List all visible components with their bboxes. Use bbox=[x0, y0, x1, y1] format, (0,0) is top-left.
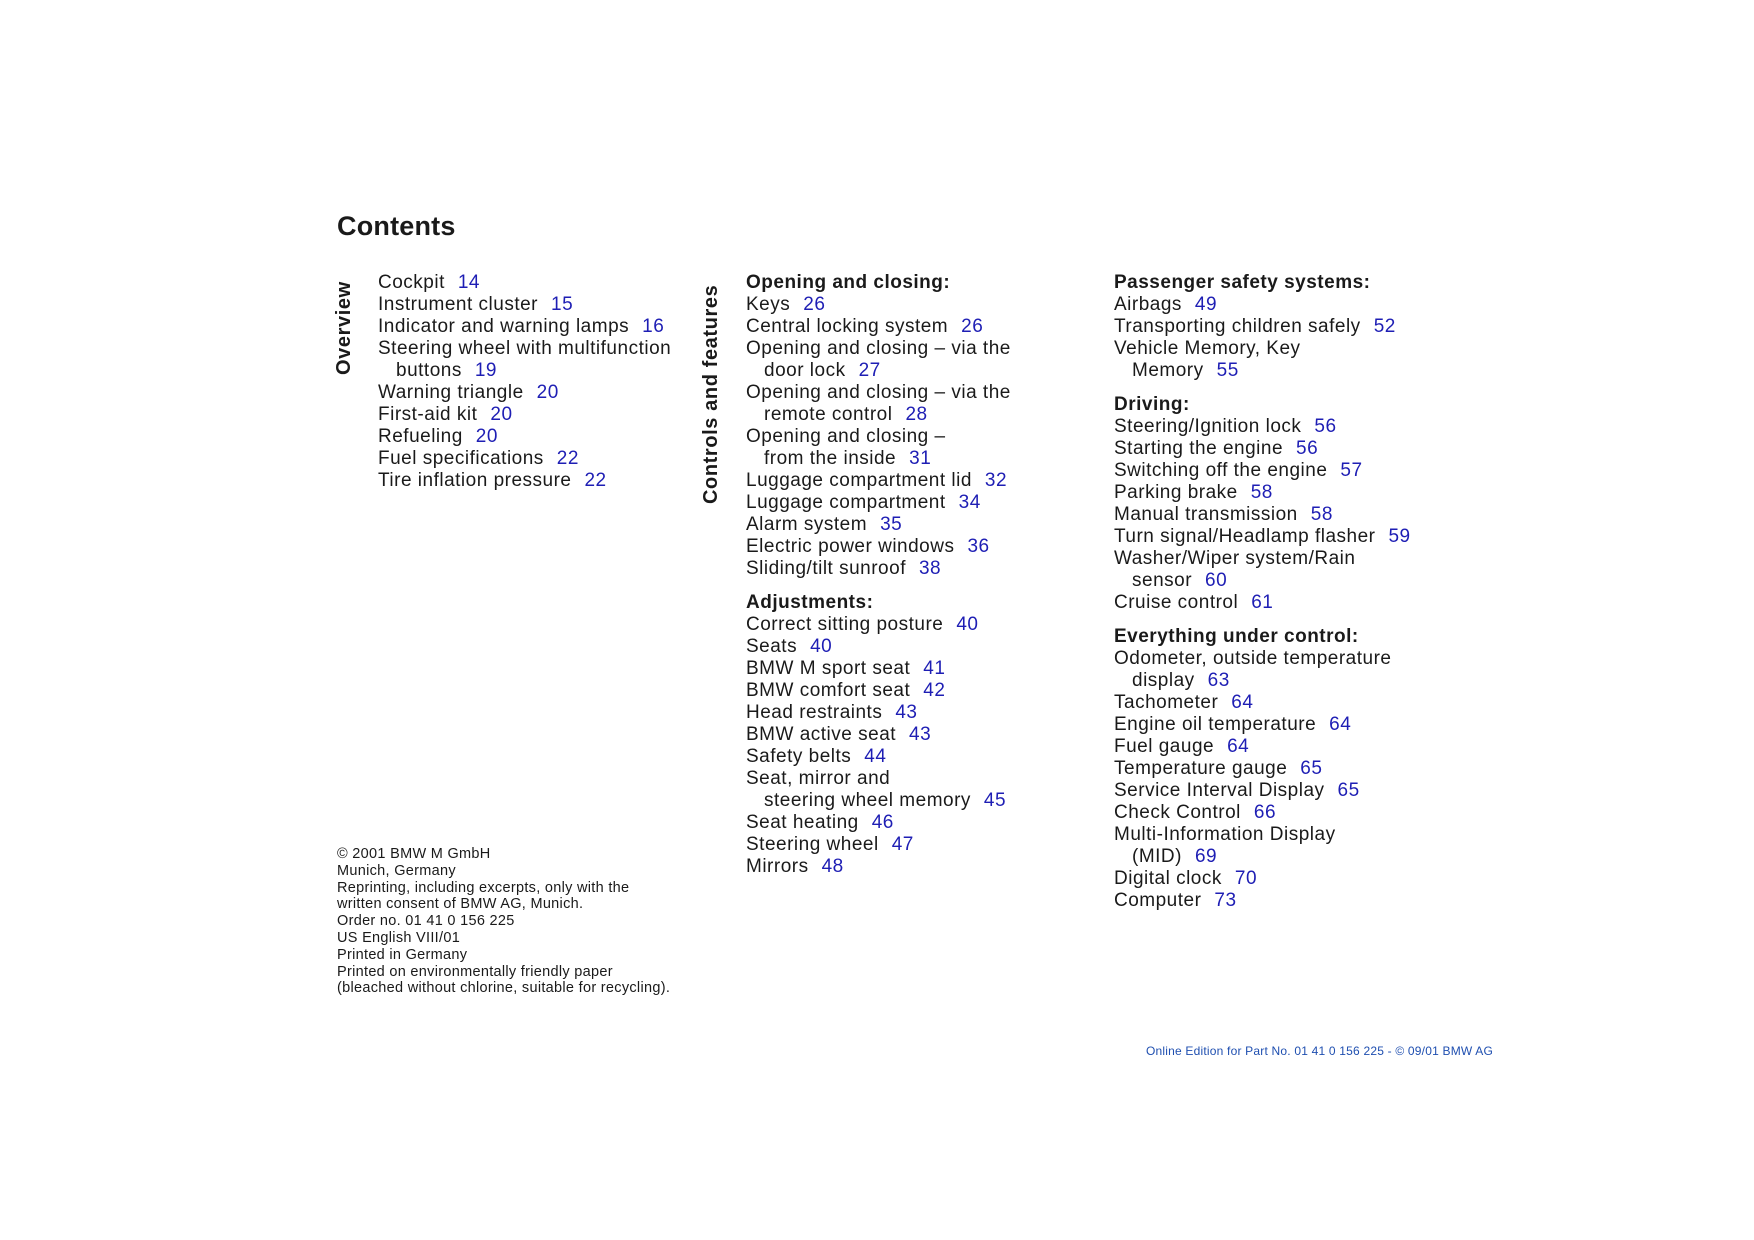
toc-page-number[interactable]: 28 bbox=[905, 404, 928, 425]
toc-entry[interactable] bbox=[1114, 736, 1444, 758]
online-edition-footer: Online Edition for Part No. 01 41 0 156 225 - © 09/01 BMW AG bbox=[1146, 1044, 1494, 1058]
toc-page-number[interactable]: 57 bbox=[1340, 460, 1363, 481]
toc-entry-label: Luggage compartment bbox=[746, 492, 946, 513]
toc-entry-label: Indicator and warning lamps bbox=[378, 316, 630, 337]
toc-page-number[interactable]: 40 bbox=[810, 636, 833, 657]
toc-entry-label: Central locking system bbox=[746, 316, 949, 337]
toc-entry[interactable] bbox=[746, 536, 1076, 558]
toc-page-number[interactable]: 20 bbox=[536, 382, 559, 403]
toc-entry-label: BMW comfort seat bbox=[746, 680, 911, 701]
toc-entry[interactable] bbox=[746, 294, 1076, 316]
toc-entry[interactable] bbox=[746, 492, 1076, 514]
toc-section-heading: Adjustments: bbox=[746, 592, 874, 613]
toc-page-number[interactable]: 27 bbox=[858, 360, 881, 381]
toc-page-number[interactable]: 22 bbox=[584, 470, 607, 491]
toc-page-number[interactable]: 26 bbox=[961, 316, 984, 337]
toc-entry-label: Manual transmission bbox=[1114, 504, 1298, 525]
toc-entry[interactable] bbox=[746, 614, 1076, 636]
toc-page-number[interactable]: 20 bbox=[475, 426, 498, 447]
toc-page-number[interactable]: 48 bbox=[821, 856, 844, 877]
toc-page-number[interactable]: 26 bbox=[803, 294, 826, 315]
toc-page-number[interactable]: 34 bbox=[958, 492, 981, 513]
toc-entry-label: Cruise control bbox=[1114, 592, 1239, 613]
toc-section bbox=[746, 592, 1076, 878]
toc-page-number[interactable]: 43 bbox=[895, 702, 918, 723]
toc-entry-continuation: door lock bbox=[764, 360, 846, 381]
toc-page-number[interactable]: 31 bbox=[909, 448, 932, 469]
toc-entry-label: Steering wheel with multifunction bbox=[378, 338, 672, 359]
toc-page-number[interactable]: 49 bbox=[1194, 294, 1218, 315]
toc-page-number[interactable]: 64 bbox=[1231, 692, 1254, 713]
toc-entry[interactable] bbox=[1114, 316, 1444, 338]
section-label-controls: Controls and features bbox=[700, 284, 722, 504]
toc-page-number[interactable]: 19 bbox=[474, 360, 497, 381]
toc-entry-label: Seat, mirror and bbox=[746, 768, 891, 789]
toc-entry[interactable] bbox=[746, 680, 1076, 702]
toc-section-heading: Everything under control: bbox=[1114, 626, 1359, 647]
toc-entry[interactable] bbox=[746, 426, 1076, 470]
toc-entry-label: Transporting children safely bbox=[1114, 316, 1361, 337]
toc-entry[interactable] bbox=[1114, 460, 1444, 482]
toc-entry[interactable] bbox=[746, 812, 1076, 834]
toc-entry-label: Fuel specifications bbox=[378, 448, 544, 469]
imprint-line: written consent of BMW AG, Munich. bbox=[337, 896, 584, 913]
toc-entry[interactable] bbox=[378, 448, 708, 470]
toc-entry[interactable] bbox=[746, 724, 1076, 746]
section-label-overview: Overview bbox=[333, 281, 355, 375]
toc-page-number[interactable]: 66 bbox=[1253, 802, 1277, 823]
toc-section-heading: Passenger safety systems: bbox=[1114, 272, 1371, 293]
toc-entry-label: Tire inflation pressure bbox=[378, 470, 572, 491]
toc-section bbox=[1114, 394, 1444, 614]
toc-entry-label: Sliding/tilt sunroof bbox=[746, 558, 906, 579]
toc-entry-label: Switching off the engine bbox=[1114, 460, 1328, 481]
toc-page-number[interactable]: 56 bbox=[1314, 416, 1337, 437]
toc-entry[interactable] bbox=[1114, 890, 1444, 912]
toc-section-heading: Driving: bbox=[1114, 394, 1190, 415]
toc-page-number[interactable]: 69 bbox=[1194, 846, 1218, 867]
toc-entry[interactable] bbox=[378, 404, 708, 426]
toc-entry-label: Mirrors bbox=[746, 856, 809, 877]
toc-page-number[interactable]: 70 bbox=[1234, 868, 1258, 889]
toc-entry-label: Safety belts bbox=[746, 746, 852, 767]
toc-entry-label: Keys bbox=[746, 294, 791, 315]
toc-entry-continuation: from the inside bbox=[764, 448, 897, 469]
toc-entry-label: Head restraints bbox=[746, 702, 883, 723]
toc-entry-label: Electric power windows bbox=[746, 536, 955, 557]
toc-entry[interactable] bbox=[1114, 758, 1444, 780]
toc-page-number[interactable]: 36 bbox=[967, 536, 990, 557]
toc-entry-label: Multi-Information Display bbox=[1114, 824, 1336, 845]
toc-entry[interactable] bbox=[746, 558, 1076, 580]
toc-page-number[interactable]: 47 bbox=[891, 834, 914, 855]
imprint bbox=[337, 846, 670, 997]
imprint-line: Printed in Germany bbox=[337, 946, 468, 963]
toc-entry-label: Tachometer bbox=[1114, 692, 1219, 713]
toc-entry[interactable] bbox=[746, 658, 1076, 680]
toc-entry-label: Steering/Ignition lock bbox=[1114, 416, 1302, 437]
page-title: Contents bbox=[337, 211, 456, 241]
imprint-line: Order no. 01 41 0 156 225 bbox=[337, 913, 515, 930]
toc-page-number[interactable]: 58 bbox=[1250, 482, 1273, 503]
imprint-line: (bleached without chlorine, suitable for recycling). bbox=[337, 980, 671, 997]
toc-page-number[interactable]: 35 bbox=[880, 514, 903, 535]
toc-entry[interactable] bbox=[1114, 294, 1444, 316]
toc-entry[interactable] bbox=[746, 768, 1076, 812]
toc-entry-continuation: sensor bbox=[1132, 570, 1193, 591]
toc-entry-label: Alarm system bbox=[746, 514, 868, 535]
toc-section bbox=[1114, 626, 1444, 912]
toc-page-number[interactable]: 38 bbox=[918, 558, 942, 579]
toc-column-controls bbox=[746, 272, 1076, 878]
toc-entry-label: Turn signal/Headlamp flasher bbox=[1114, 526, 1376, 547]
toc-entry[interactable] bbox=[1114, 338, 1444, 382]
toc-entry[interactable] bbox=[746, 702, 1076, 724]
toc-page-number[interactable]: 15 bbox=[551, 294, 574, 315]
toc-page-number[interactable]: 40 bbox=[956, 614, 979, 635]
toc-page-number[interactable]: 41 bbox=[923, 658, 946, 679]
toc-entry-label: Fuel gauge bbox=[1114, 736, 1215, 757]
toc-column-safety-driving bbox=[1114, 272, 1444, 912]
toc-entry[interactable] bbox=[378, 470, 708, 492]
toc-section bbox=[746, 272, 1076, 580]
toc-column-overview bbox=[378, 272, 708, 492]
toc-entry-continuation: Memory bbox=[1132, 360, 1204, 381]
toc-entry[interactable] bbox=[1114, 416, 1444, 438]
toc-page-number[interactable]: 42 bbox=[923, 680, 946, 701]
toc-page-number[interactable]: 65 bbox=[1300, 758, 1323, 779]
toc-page-number[interactable]: 45 bbox=[983, 790, 1007, 811]
toc-entry-label: Luggage compartment lid bbox=[746, 470, 972, 491]
toc-entry-label: BMW active seat bbox=[746, 724, 897, 745]
toc-entry-label: Opening and closing – via the bbox=[746, 338, 1011, 359]
toc-entry-label: BMW M sport seat bbox=[746, 658, 911, 679]
toc-entry-label: Cockpit bbox=[378, 272, 445, 293]
toc-entry[interactable] bbox=[378, 426, 708, 448]
toc-entry[interactable] bbox=[746, 746, 1076, 768]
toc-entry-continuation: steering wheel memory bbox=[764, 790, 971, 811]
toc-page-number[interactable]: 59 bbox=[1388, 526, 1411, 547]
toc-entry[interactable] bbox=[1114, 868, 1444, 890]
toc-entry-continuation: display bbox=[1132, 670, 1195, 691]
toc-entry-label: Airbags bbox=[1114, 294, 1182, 315]
toc-entry-label: Parking brake bbox=[1114, 482, 1238, 503]
toc-entry-label: Warning triangle bbox=[378, 382, 524, 403]
imprint-line: US English VIII/01 bbox=[337, 929, 461, 946]
toc-page-number[interactable]: 46 bbox=[871, 812, 894, 833]
imprint-line: Printed on environmentally friendly paper bbox=[337, 963, 613, 980]
toc-entry-label: Washer/Wiper system/Rain bbox=[1114, 548, 1356, 569]
toc-entry[interactable] bbox=[378, 382, 708, 404]
toc-page-number[interactable]: 58 bbox=[1310, 504, 1333, 525]
toc-entry-label: Seats bbox=[746, 636, 798, 657]
toc-page-number[interactable]: 32 bbox=[984, 470, 1008, 491]
toc-entry-continuation: (MID) bbox=[1132, 846, 1182, 867]
toc-section-heading: Opening and closing: bbox=[746, 272, 951, 293]
toc-page-number[interactable]: 61 bbox=[1251, 592, 1274, 613]
toc-entry-label: Service Interval Display bbox=[1114, 780, 1325, 801]
toc-section bbox=[1114, 272, 1444, 382]
toc-page-number[interactable]: 56 bbox=[1296, 438, 1319, 459]
toc-entry[interactable] bbox=[746, 316, 1076, 338]
toc-entry[interactable] bbox=[1114, 648, 1444, 692]
imprint-line: Munich, Germany bbox=[337, 862, 456, 879]
toc-entry[interactable] bbox=[1114, 504, 1444, 526]
toc-entry-label: Engine oil temperature bbox=[1114, 714, 1317, 735]
toc-entry-label: Check Control bbox=[1114, 802, 1241, 823]
toc-entry-label: Instrument cluster bbox=[378, 294, 538, 315]
toc-entry[interactable] bbox=[1114, 824, 1444, 868]
toc-page-number[interactable]: 65 bbox=[1337, 780, 1360, 801]
toc-page-number[interactable]: 14 bbox=[457, 272, 480, 293]
toc-entry[interactable] bbox=[746, 382, 1076, 426]
toc-entry-continuation: remote control bbox=[764, 404, 893, 425]
toc-page-number[interactable]: 20 bbox=[490, 404, 513, 425]
toc-entry-label: Steering wheel bbox=[746, 834, 879, 855]
toc-entry-continuation: buttons bbox=[396, 360, 462, 381]
toc-entry[interactable] bbox=[1114, 592, 1444, 614]
toc-entry[interactable] bbox=[378, 338, 708, 382]
toc-page-number[interactable]: 64 bbox=[1329, 714, 1352, 735]
toc-page-number[interactable]: 44 bbox=[864, 746, 887, 767]
toc-entry[interactable] bbox=[1114, 548, 1444, 592]
toc-entry-label: Opening and closing – bbox=[746, 426, 946, 447]
toc-entry-label: Opening and closing – via the bbox=[746, 382, 1011, 403]
toc-page-number[interactable]: 63 bbox=[1207, 670, 1230, 691]
toc-entry[interactable] bbox=[746, 856, 1076, 878]
toc-entry[interactable] bbox=[1114, 692, 1444, 714]
toc-entry[interactable] bbox=[378, 272, 708, 294]
toc-entry[interactable] bbox=[746, 514, 1076, 536]
toc-page-number[interactable]: 60 bbox=[1205, 570, 1228, 591]
toc-entry[interactable] bbox=[746, 636, 1076, 658]
toc-entry-label: Computer bbox=[1114, 890, 1202, 911]
toc-entry-label: Odometer, outside temperature bbox=[1114, 648, 1392, 669]
toc-page-number[interactable]: 52 bbox=[1373, 316, 1396, 337]
toc-page-number[interactable]: 16 bbox=[642, 316, 665, 337]
toc-entry-label: First-aid kit bbox=[378, 404, 478, 425]
toc-entry[interactable] bbox=[746, 834, 1076, 856]
toc-entry[interactable] bbox=[1114, 780, 1444, 802]
imprint-line: Reprinting, including excerpts, only with the bbox=[337, 879, 630, 896]
toc-entry[interactable] bbox=[1114, 714, 1444, 736]
toc-page-number[interactable]: 64 bbox=[1227, 736, 1250, 757]
toc-entry[interactable] bbox=[746, 338, 1076, 382]
toc-page-number[interactable]: 22 bbox=[556, 448, 579, 469]
toc-entry[interactable] bbox=[1114, 802, 1444, 824]
toc-entry[interactable] bbox=[1114, 438, 1444, 460]
toc-entry-label: Vehicle Memory, Key bbox=[1114, 338, 1301, 359]
toc-page-number[interactable]: 43 bbox=[909, 724, 932, 745]
toc-entry-label: Refueling bbox=[378, 426, 463, 447]
toc-entry[interactable] bbox=[378, 294, 708, 316]
toc-entry[interactable] bbox=[1114, 482, 1444, 504]
toc-page-number[interactable]: 55 bbox=[1216, 360, 1239, 381]
imprint-line: © 2001 BMW M GmbH bbox=[337, 846, 491, 862]
toc-entry-label: Starting the engine bbox=[1114, 438, 1284, 459]
toc-entry[interactable] bbox=[746, 470, 1076, 492]
toc-entry-label: Seat heating bbox=[746, 812, 859, 833]
toc-entry-label: Correct sitting posture bbox=[746, 614, 944, 635]
toc-entry[interactable] bbox=[378, 316, 708, 338]
toc-entry-label: Temperature gauge bbox=[1114, 758, 1288, 779]
toc-entry-label: Digital clock bbox=[1114, 868, 1222, 889]
toc-page-number[interactable]: 73 bbox=[1214, 890, 1237, 911]
toc-entry[interactable] bbox=[1114, 526, 1444, 548]
